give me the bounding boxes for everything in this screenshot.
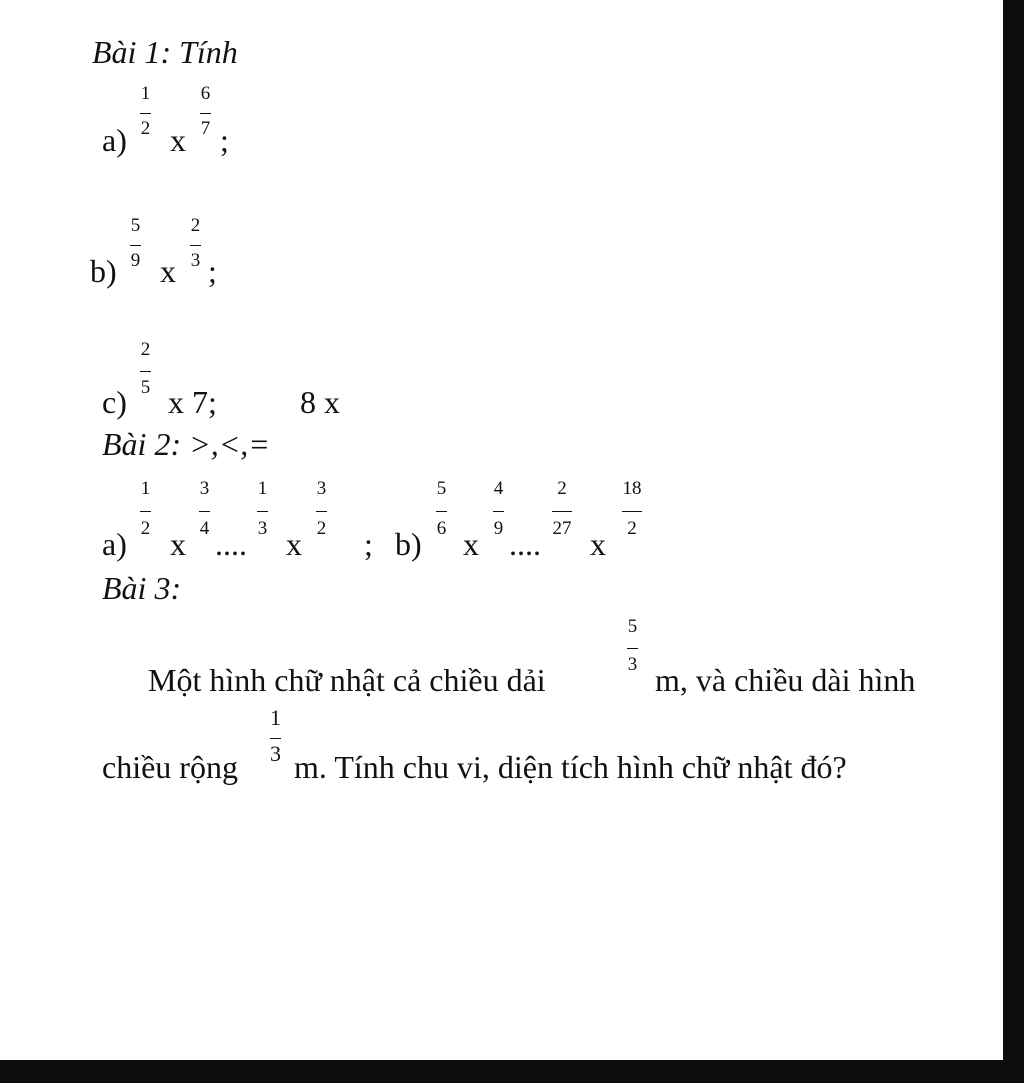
denominator: 27 bbox=[552, 518, 572, 539]
fraction-bar bbox=[200, 113, 211, 114]
fraction-bar bbox=[140, 371, 151, 372]
denominator: 7 bbox=[200, 118, 211, 139]
bai3-line1-fraction bbox=[627, 617, 638, 674]
numerator: 4 bbox=[493, 478, 504, 499]
bottom-edge-border bbox=[0, 1060, 1024, 1083]
numerator: 2 bbox=[557, 478, 567, 499]
numerator: 1 bbox=[270, 705, 281, 730]
bai1-b-multiply: x bbox=[160, 253, 176, 289]
denominator: 3 bbox=[270, 741, 281, 766]
bai3-line1-after: m, và chiều dài hình bbox=[655, 662, 916, 698]
fraction-bar bbox=[436, 511, 447, 512]
bai2-b-fraction-3 bbox=[552, 479, 572, 538]
bai2-a-multiply-2: x bbox=[286, 526, 302, 562]
denominator: 4 bbox=[199, 518, 210, 539]
numerator: 1 bbox=[257, 478, 268, 499]
fraction-bar bbox=[190, 245, 201, 246]
numerator: 18 bbox=[622, 478, 642, 499]
numerator: 3 bbox=[199, 478, 210, 499]
bai1-b-label: b) bbox=[90, 253, 117, 289]
fraction-bar bbox=[257, 511, 268, 512]
bai1-a-label: a) bbox=[102, 122, 127, 158]
bai1-heading: Bài 1: Tính bbox=[92, 34, 238, 70]
denominator: 2 bbox=[140, 518, 151, 539]
denominator: 2 bbox=[140, 118, 151, 139]
fraction-bar bbox=[140, 511, 151, 512]
bai3-line2-text: chiều rộng bbox=[102, 749, 238, 785]
bai2-a-multiply-1: x bbox=[170, 526, 186, 562]
bai1-a-multiply: x bbox=[170, 122, 186, 158]
fraction-bar bbox=[199, 511, 210, 512]
numerator: 5 bbox=[627, 616, 638, 637]
fraction-bar bbox=[552, 511, 572, 512]
bai2-b-multiply-2: x bbox=[590, 526, 606, 562]
fraction-bar bbox=[627, 648, 638, 649]
bai2-separator: ; bbox=[364, 526, 373, 562]
denominator: 6 bbox=[436, 518, 447, 539]
bai2-a-fraction-4 bbox=[316, 479, 327, 538]
numerator: 5 bbox=[130, 215, 141, 236]
numerator: 1 bbox=[140, 478, 151, 499]
denominator: 2 bbox=[316, 518, 327, 539]
bai2-b-fraction-4 bbox=[622, 479, 642, 538]
bai1-c-rest: x 7; bbox=[168, 384, 217, 420]
bai2-a-dots: .... bbox=[215, 526, 247, 562]
denominator: 3 bbox=[190, 250, 201, 271]
fraction-bar bbox=[622, 511, 642, 512]
bai3-line2-fraction bbox=[270, 707, 281, 765]
bai2-b-fraction-2 bbox=[493, 479, 504, 538]
fraction-bar bbox=[140, 113, 151, 114]
denominator: 9 bbox=[493, 518, 504, 539]
fraction-bar bbox=[493, 511, 504, 512]
bai2-a-fraction-1 bbox=[140, 479, 151, 538]
bai1-a-fraction-2 bbox=[200, 84, 211, 138]
bai1-b-fraction-1 bbox=[130, 216, 141, 270]
bai2-b-fraction-1 bbox=[436, 479, 447, 538]
denominator: 3 bbox=[627, 654, 638, 675]
numerator: 1 bbox=[140, 83, 151, 104]
bai1-b-fraction-2 bbox=[190, 216, 201, 270]
denominator: 2 bbox=[627, 518, 637, 539]
bai2-a-fraction-2 bbox=[199, 479, 210, 538]
right-edge-border bbox=[1003, 0, 1024, 1083]
bai2-b-dots: .... bbox=[509, 526, 541, 562]
bai2-a-label: a) bbox=[102, 526, 127, 562]
numerator: 2 bbox=[190, 215, 201, 236]
fraction-bar bbox=[316, 511, 327, 512]
bai1-a-fraction-1 bbox=[140, 84, 151, 138]
bai2-a-fraction-3 bbox=[257, 479, 268, 538]
bai1-c-second: 8 x bbox=[300, 384, 340, 420]
bai2-b-multiply-1: x bbox=[463, 526, 479, 562]
bai1-c-label: c) bbox=[102, 384, 127, 420]
fraction-bar bbox=[270, 738, 281, 739]
denominator: 3 bbox=[257, 518, 268, 539]
numerator: 6 bbox=[200, 83, 211, 104]
bai3-heading: Bài 3: bbox=[102, 570, 182, 606]
numerator: 2 bbox=[140, 339, 151, 360]
bai1-b-end: ; bbox=[208, 253, 217, 289]
bai3-line2-after: m. Tính chu vi, diện tích hình chữ nhật đó? bbox=[294, 749, 847, 785]
bai2-heading: Bài 2: >,<,= bbox=[102, 426, 270, 462]
bai3-line1-text: Một hình chữ nhật cả chiều dải bbox=[148, 662, 546, 698]
numerator: 5 bbox=[436, 478, 447, 499]
bai2-b-label: b) bbox=[395, 526, 422, 562]
bai1-a-end: ; bbox=[220, 122, 229, 158]
numerator: 3 bbox=[316, 478, 327, 499]
fraction-bar bbox=[130, 245, 141, 246]
denominator: 5 bbox=[140, 377, 151, 398]
denominator: 9 bbox=[130, 250, 141, 271]
bai1-c-fraction-1 bbox=[140, 340, 151, 397]
